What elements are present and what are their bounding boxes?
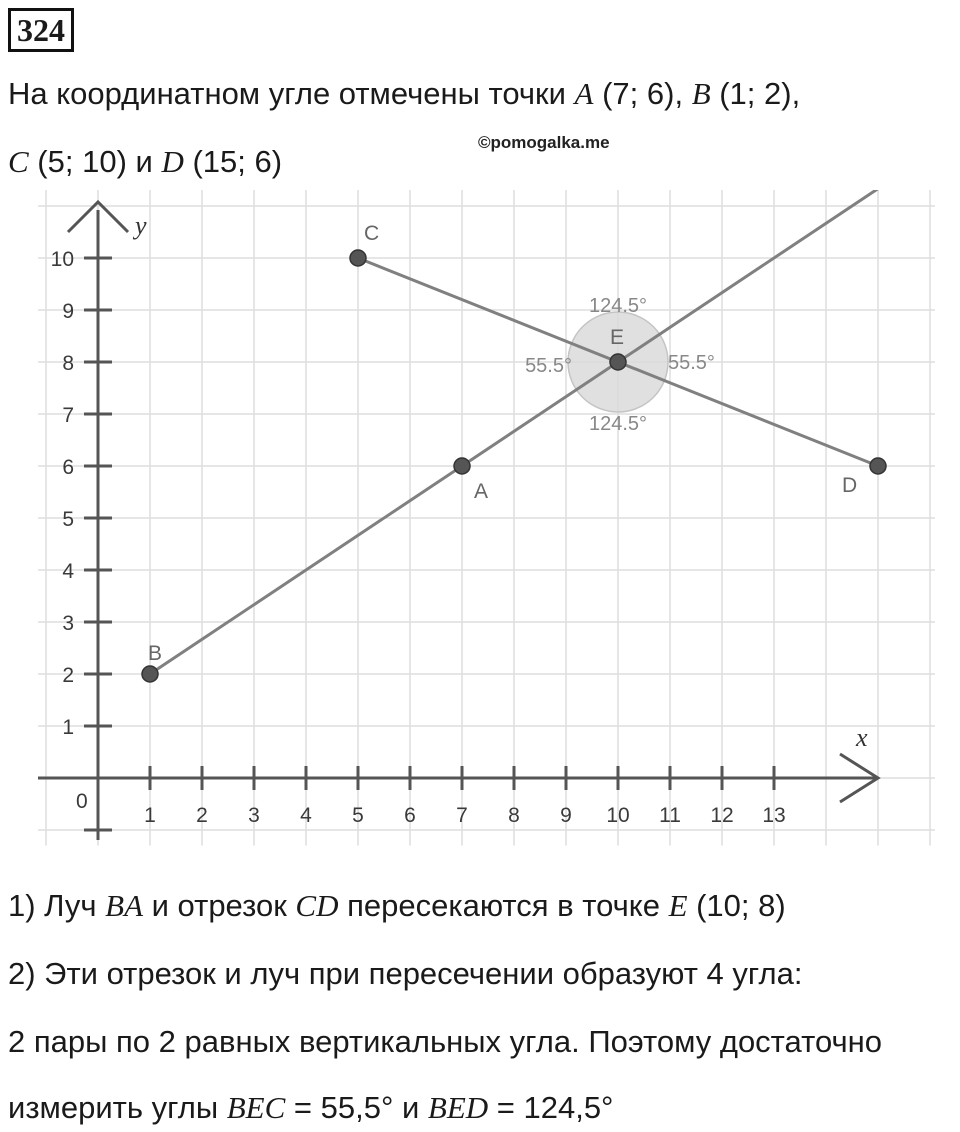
watermark: ©pomogalka.me — [478, 133, 610, 152]
solution-line-1 — [8, 888, 786, 924]
x-tick-label: 13 — [762, 804, 786, 827]
point-name-a: A — [574, 76, 594, 111]
solution-text: пересекаются в точке — [338, 888, 669, 923]
problem-number: 324 — [8, 8, 74, 52]
statement-line-1 — [8, 76, 800, 112]
ticks — [51, 248, 786, 830]
angle-bed: BED — [427, 1090, 489, 1125]
angle-bed-value: = 124,5° — [488, 1090, 614, 1125]
point-b-coords: (1; 2), — [710, 76, 801, 111]
statement-line-2 — [8, 144, 282, 180]
point-b — [142, 666, 158, 682]
point-label-d: D — [842, 474, 858, 497]
x-tick-label: 10 — [606, 804, 630, 827]
solution-line-4 — [8, 1090, 613, 1126]
angle-label-left: 55.5° — [525, 355, 572, 377]
y-tick-label: 2 — [62, 664, 74, 687]
angle-bec-value: = 55,5° и — [285, 1090, 428, 1125]
x-tick-label: 4 — [300, 804, 312, 827]
y-axis-label: y — [135, 211, 147, 240]
grid — [38, 190, 935, 846]
point-label-e: E — [610, 326, 625, 349]
y-tick-label: 3 — [62, 612, 74, 635]
angle-label-top: 124.5° — [588, 295, 648, 317]
x-tick-label: 5 — [352, 804, 364, 827]
point-d — [870, 458, 886, 474]
point-name-b: B — [691, 76, 711, 111]
point-label-a: A — [474, 480, 489, 503]
point-a — [454, 458, 470, 474]
lines — [150, 190, 920, 674]
ray-ba — [150, 190, 920, 674]
solution-line-3: 2 пары по 2 равных вертикальных угла. Поэтому достаточно — [8, 1024, 883, 1059]
solution-text: 1) Луч — [8, 888, 106, 923]
angle-label-bottom: 124.5° — [588, 413, 648, 435]
point-c-coords: (5; 10) и — [28, 144, 162, 179]
angle-bec: BEC — [226, 1090, 286, 1125]
solution-text: измерить углы — [8, 1090, 227, 1125]
x-axis-label: x — [856, 723, 868, 752]
point-a-coords: (7; 6), — [593, 76, 692, 111]
point-name-c: C — [8, 144, 29, 179]
x-tick-label: 9 — [560, 804, 572, 827]
y-tick-label: 1 — [62, 716, 74, 739]
x-tick-label: 12 — [710, 804, 734, 827]
x-tick-label: 3 — [248, 804, 260, 827]
point-e — [610, 354, 626, 370]
x-tick-label: 11 — [659, 804, 681, 827]
y-tick-label: 6 — [62, 456, 74, 479]
y-tick-label: 5 — [62, 508, 74, 531]
ray-name: BA — [105, 888, 144, 923]
statement-text: На координатном угле отмечены точки — [8, 76, 575, 111]
x-tick-label: 7 — [456, 804, 468, 827]
y-tick-label: 4 — [62, 560, 74, 583]
point-label-b: B — [148, 642, 163, 665]
y-tick-label: 9 — [62, 300, 74, 323]
angle-label-right: 55.5° — [668, 352, 715, 374]
point-c — [350, 250, 366, 266]
x-tick-label: 2 — [196, 804, 208, 827]
segment-name: CD — [295, 888, 339, 923]
point-d-coords: (15; 6) — [183, 144, 283, 179]
intersection-point-name: E — [668, 888, 688, 923]
solution-line-2: 2) Эти отрезок и луч при пересечении образуют 4 угла: — [8, 956, 803, 991]
intersection-coords: (10; 8) — [687, 888, 786, 923]
x-tick-label: 8 — [508, 804, 520, 827]
y-tick-label: 10 — [50, 248, 74, 271]
solution-text: и отрезок — [143, 888, 296, 923]
y-tick-label: 8 — [62, 352, 74, 375]
point-name-d: D — [161, 144, 184, 179]
y-tick-label: 7 — [62, 404, 74, 427]
point-label-c: C — [364, 222, 380, 245]
x-tick-label: 6 — [404, 804, 416, 827]
x-tick-label: 1 — [144, 804, 156, 827]
coordinate-diagram — [0, 190, 960, 870]
origin-label: 0 — [76, 790, 88, 813]
